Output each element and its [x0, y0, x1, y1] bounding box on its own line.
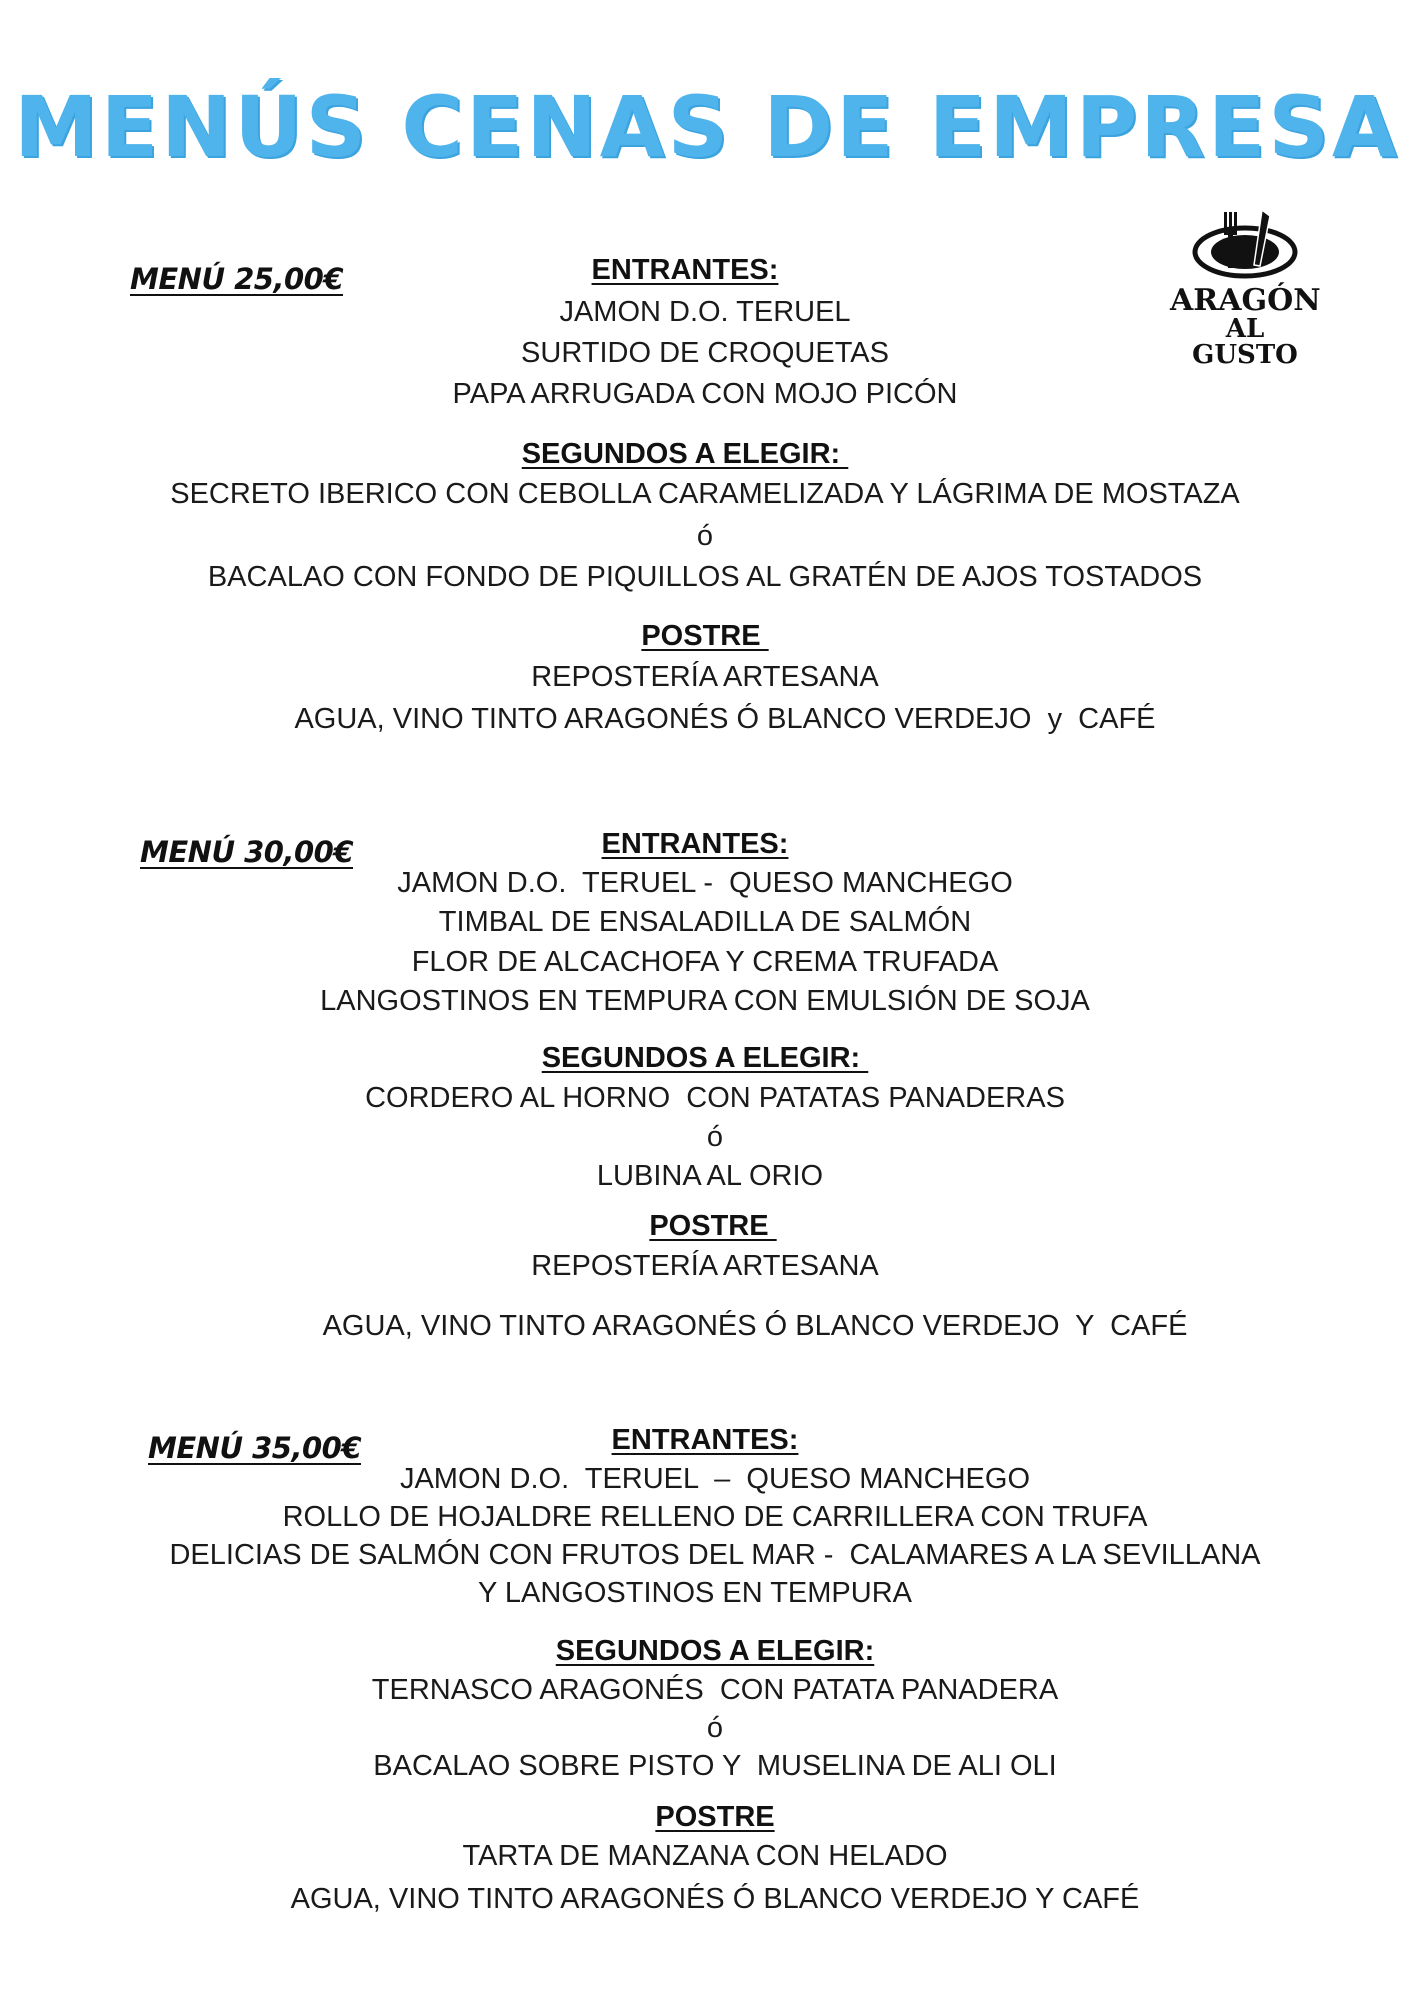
page-title: MENÚS CENAS DE EMPRESA — [14, 78, 1400, 176]
logo-line-1: ARAGÓN — [1170, 283, 1321, 318]
dish-line: ó — [706, 1712, 724, 1744]
drinks-line: AGUA, VINO TINTO ARAGONÉS Ó BLANCO VERDEJO Y CAFÉ — [322, 1310, 1188, 1342]
drinks-line: AGUA, VINO TINTO ARAGONÉS Ó BLANCO VERDEJO y CAFÉ — [294, 703, 1156, 735]
dish-line: JAMON D.O. TERUEL — [559, 296, 851, 328]
drinks-line: AGUA, VINO TINTO ARAGONÉS Ó BLANCO VERDEJO Y CAFÉ — [290, 1883, 1140, 1915]
dish-line: SECRETO IBERICO CON CEBOLLA CARAMELIZADA Y LÁGRIMA DE MOSTAZA — [170, 478, 1240, 510]
section-heading-postre: POSTRE — [641, 620, 769, 652]
menu-price: MENÚ 25,00€ — [130, 262, 343, 296]
section-heading-postre: POSTRE — [655, 1801, 775, 1833]
section-heading-segundos: SEGUNDOS A ELEGIR: — [521, 438, 849, 470]
dish-line: JAMON D.O. TERUEL – QUESO MANCHEGO — [399, 1463, 1031, 1495]
dish-line: FLOR DE ALCACHOFA Y CREMA TRUFADA — [411, 946, 999, 978]
section-heading-segundos: SEGUNDOS A ELEGIR: — [541, 1042, 869, 1074]
dish-line: Y LANGOSTINOS EN TEMPURA — [477, 1577, 913, 1609]
menu-price: MENÚ 30,00€ — [140, 835, 353, 869]
section-heading-entrantes: ENTRANTES: — [591, 254, 779, 286]
dish-line: ó — [696, 520, 714, 552]
dish-line: DELICIAS DE SALMÓN CON FRUTOS DEL MAR - CALAMARES A LA SEVILLANA — [169, 1539, 1261, 1571]
dish-line: CORDERO AL HORNO CON PATATAS PANADERAS — [365, 1082, 1065, 1114]
dish-line: LUBINA AL ORIO — [596, 1160, 824, 1192]
section-heading-postre: POSTRE — [649, 1210, 777, 1242]
dish-line: ó — [706, 1121, 724, 1153]
dish-line: ROLLO DE HOJALDRE RELLENO DE CARRILLERA CON TRUFA — [282, 1501, 1148, 1533]
dish-line: REPOSTERÍA ARTESANA — [531, 1250, 879, 1282]
dish-line: TARTA DE MANZANA CON HELADO — [462, 1840, 948, 1872]
dish-line: LANGOSTINOS EN TEMPURA CON EMULSIÓN DE SOJA — [320, 985, 1090, 1017]
section-heading-entrantes: ENTRANTES: — [601, 828, 789, 860]
logo-line-2: AL GUSTO — [1192, 314, 1298, 370]
dish-line: REPOSTERÍA ARTESANA — [531, 661, 879, 693]
dish-line: JAMON D.O. TERUEL - QUESO MANCHEGO — [397, 867, 1013, 899]
dish-line: PAPA ARRUGADA CON MOJO PICÓN — [452, 378, 958, 410]
dish-line: BACALAO SOBRE PISTO Y MUSELINA DE ALI OLI — [373, 1750, 1057, 1782]
dish-line: TERNASCO ARAGONÉS CON PATATA PANADERA — [371, 1674, 1059, 1706]
section-heading-entrantes: ENTRANTES: — [611, 1424, 799, 1456]
dish-line: SURTIDO DE CROQUETAS — [521, 337, 889, 369]
dish-line: BACALAO CON FONDO DE PIQUILLOS AL GRATÉN DE AJOS TOSTADOS — [207, 561, 1203, 593]
menu-price: MENÚ 35,00€ — [148, 1431, 361, 1465]
dish-line: TIMBAL DE ENSALADILLA DE SALMÓN — [438, 906, 972, 938]
section-heading-segundos: SEGUNDOS A ELEGIR: — [555, 1635, 875, 1667]
